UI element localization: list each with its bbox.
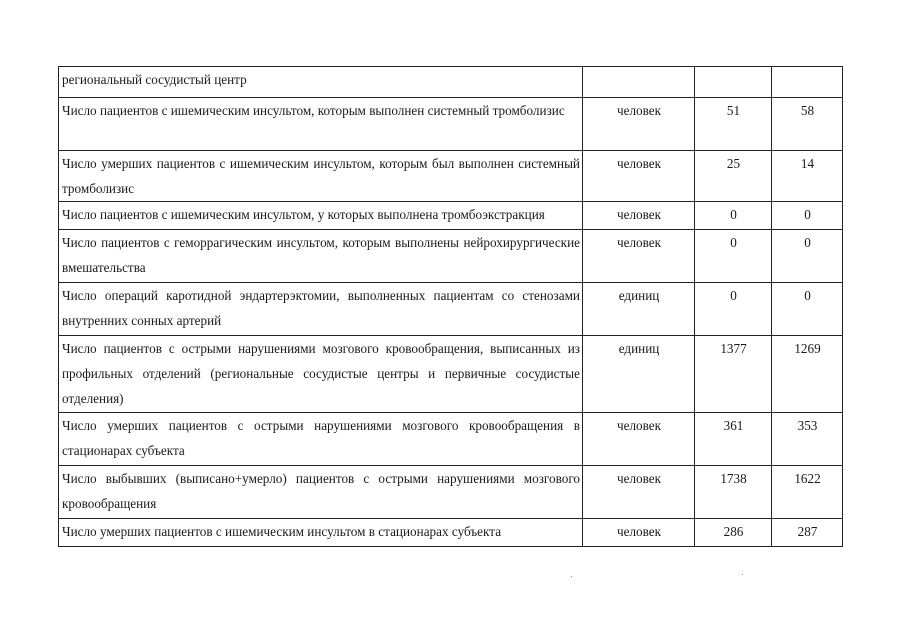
value-year-1 [695,67,772,98]
indicator-name: Число пациентов с ишемическим инсультом, которым выполнен системный тромболизис [59,98,583,151]
value-year-2: 0 [772,202,843,230]
unit-cell: человек [583,98,695,151]
value-year-1: 51 [695,98,772,151]
value-year-1: 361 [695,413,772,466]
unit-cell: человек [583,151,695,202]
value-year-1: 0 [695,230,772,283]
value-year-1: 1738 [695,466,772,519]
value-year-1: 0 [695,283,772,336]
table-row [59,151,843,202]
indicator-name: Число операций каротидной эндартерэктомии, выполненных пациентам со стенозами внутренних сонных артерий [59,283,583,336]
table-row [59,98,843,151]
scan-speck [571,576,572,577]
value-year-2: 58 [772,98,843,151]
table-row [59,283,843,336]
value-year-2: 353 [772,413,843,466]
indicator-name: Число пациентов с геморрагическим инсультом, которым выполнены нейрохирургические вмешательства [59,230,583,283]
unit-cell: человек [583,413,695,466]
table-row [59,466,843,519]
value-year-2: 287 [772,519,843,547]
unit-cell: человек [583,230,695,283]
indicator-name: Число умерших пациентов с ишемическим инсультом в стационарах субъекта [59,519,583,547]
scan-speck [742,574,743,575]
indicator-name: Число умерших пациентов с ишемическим инсультом, которым был выполнен системный тромболизис [59,151,583,202]
unit-cell: единиц [583,283,695,336]
indicator-name: Число умерших пациентов с острыми нарушениями мозгового кровообращения в стационарах субъекта [59,413,583,466]
table-row [59,67,843,98]
table-row [59,202,843,230]
unit-cell: человек [583,202,695,230]
indicator-name: региональный сосудистый центр [59,67,583,98]
table-row [59,230,843,283]
indicator-name: Число выбывших (выписано+умерло) пациентов с острыми нарушениями мозгового кровообращения [59,466,583,519]
value-year-2 [772,67,843,98]
table-row [59,519,843,547]
value-year-2: 1269 [772,336,843,413]
value-year-1: 25 [695,151,772,202]
value-year-1: 1377 [695,336,772,413]
statistics-table [58,66,843,547]
value-year-1: 286 [695,519,772,547]
unit-cell [583,67,695,98]
unit-cell: человек [583,466,695,519]
indicator-name: Число пациентов с острыми нарушениями мозгового кровообращения, выписанных из профильных отделений (региональные сосудистые центры и первичные сосудистые отделения) [59,336,583,413]
value-year-1: 0 [695,202,772,230]
value-year-2: 14 [772,151,843,202]
table-row [59,336,843,413]
value-year-2: 0 [772,230,843,283]
unit-cell: человек [583,519,695,547]
unit-cell: единиц [583,336,695,413]
indicator-name: Число пациентов с ишемическим инсультом, у которых выполнена тромбоэкстракция [59,202,583,230]
value-year-2: 0 [772,283,843,336]
value-year-2: 1622 [772,466,843,519]
table-row [59,413,843,466]
